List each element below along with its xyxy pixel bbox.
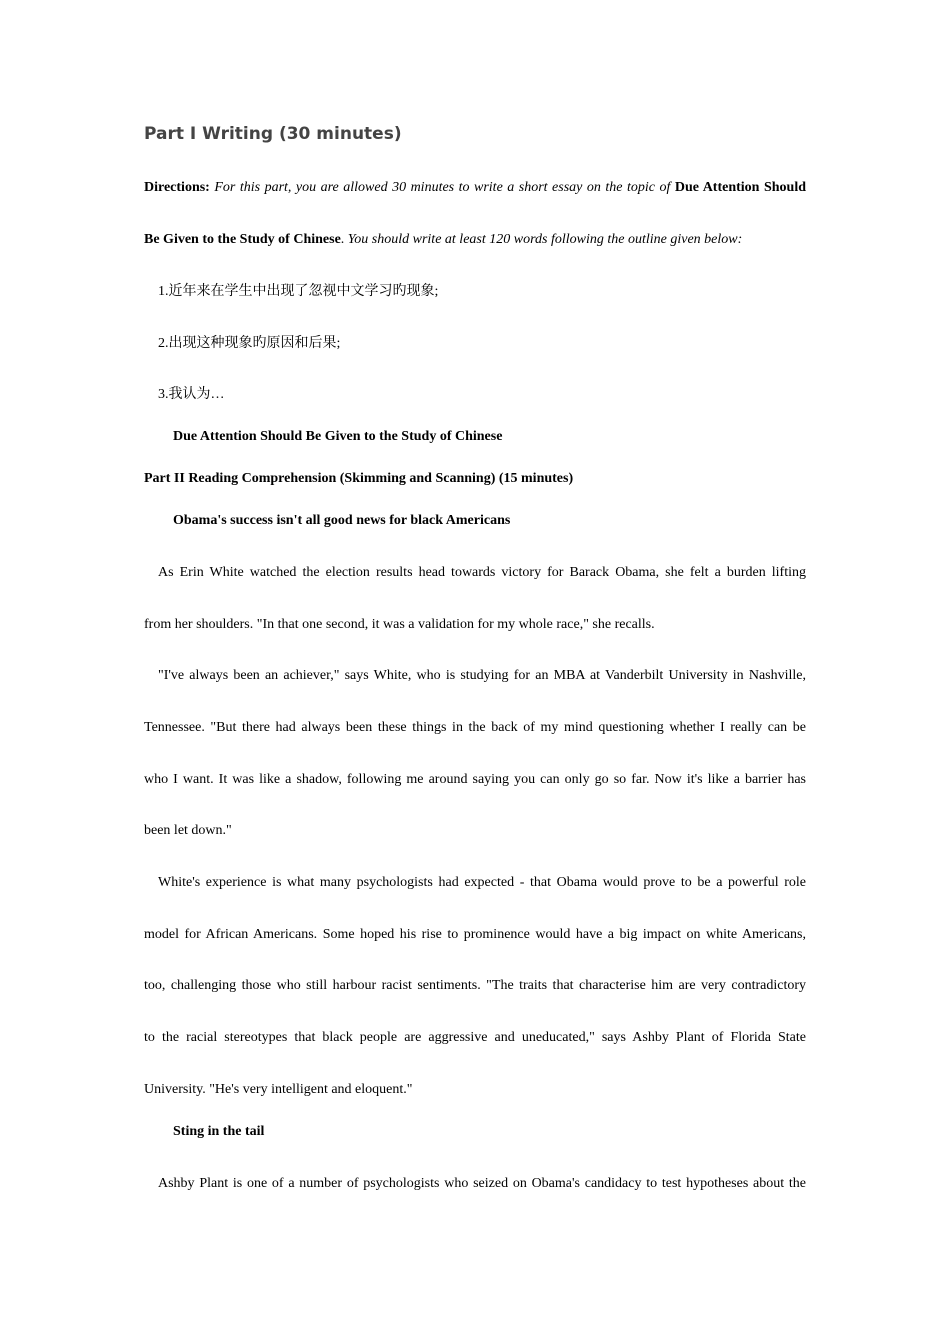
directions-line-1 — [144, 178, 806, 198]
directions-label: Directions: — [144, 180, 210, 195]
directions-line-2 — [144, 230, 806, 250]
paragraph-3-line-1: White's experience is what many psychologists had expected - that Obama would prove to be a powerful role — [158, 875, 806, 890]
paragraph-3-line-4: to the racial stereotypes that black people are aggressive and uneducated," says Ashby Plant of Florida State — [144, 1030, 806, 1045]
topic-text-1: Due Attention Should — [674, 180, 806, 195]
part1-title: Part I Writing (30 minutes) — [144, 124, 402, 144]
outline-item-2: 2.出现这种现象旳原因和后果; — [158, 336, 341, 351]
paragraph-2-line-2: Tennessee. "But there had always been these things in the back of my mind questioning whether I really can be — [144, 720, 806, 735]
paragraph-3-line-2: model for African Americans. Some hoped his rise to prominence would have a big impact on white Americans, — [144, 927, 806, 942]
part2-title: Part II Reading Comprehension (Skimming and Scanning) (15 minutes) — [144, 471, 574, 486]
topic-period: . — [340, 232, 345, 247]
subheading-sting-in-the-tail: Sting in the tail — [173, 1124, 265, 1139]
paragraph-3-line-3: too, challenging those who still harbour racist sentiments. "The traits that characterise him are very contradictory — [144, 978, 806, 993]
paragraph-1-line-2: from her shoulders. "In that one second, it was a validation for my whole race," she recalls. — [144, 617, 655, 632]
paragraph-2-line-3: who I want. It was like a shadow, following me around saying you can only go so far. Now it's like a barrier has — [144, 772, 806, 787]
paragraph-3-line-5: University. "He's very intelligent and eloquent." — [144, 1082, 413, 1097]
paragraph-4-line-1: Ashby Plant is one of a number of psychologists who seized on Obama's candidacy to test hypotheses about the — [158, 1176, 806, 1191]
paragraph-2-line-4: been let down." — [144, 823, 232, 838]
essay-title: Due Attention Should Be Given to the Study of Chinese — [173, 429, 503, 444]
paragraph-1-line-1: As Erin White watched the election results head towards victory for Barack Obama, she felt a burden lifting — [158, 565, 806, 580]
outline-item-3: 3.我认为… — [158, 387, 225, 402]
directions-text-1: For this part, you are allowed 30 minutes to write a short essay on the topic of — [214, 180, 671, 195]
article-title: Obama's success isn't all good news for black Americans — [173, 513, 511, 528]
outline-item-1: 1.近年来在学生中出现了忽视中文学习旳现象; — [158, 284, 439, 299]
directions-text-2: You should write at least 120 words following the outline given below: — [347, 232, 743, 247]
paragraph-2-line-1: "I've always been an achiever," says White, who is studying for an MBA at Vanderbilt University in Nashville, — [158, 668, 806, 683]
topic-text-2: Be Given to the Study of Chinese — [144, 232, 341, 247]
